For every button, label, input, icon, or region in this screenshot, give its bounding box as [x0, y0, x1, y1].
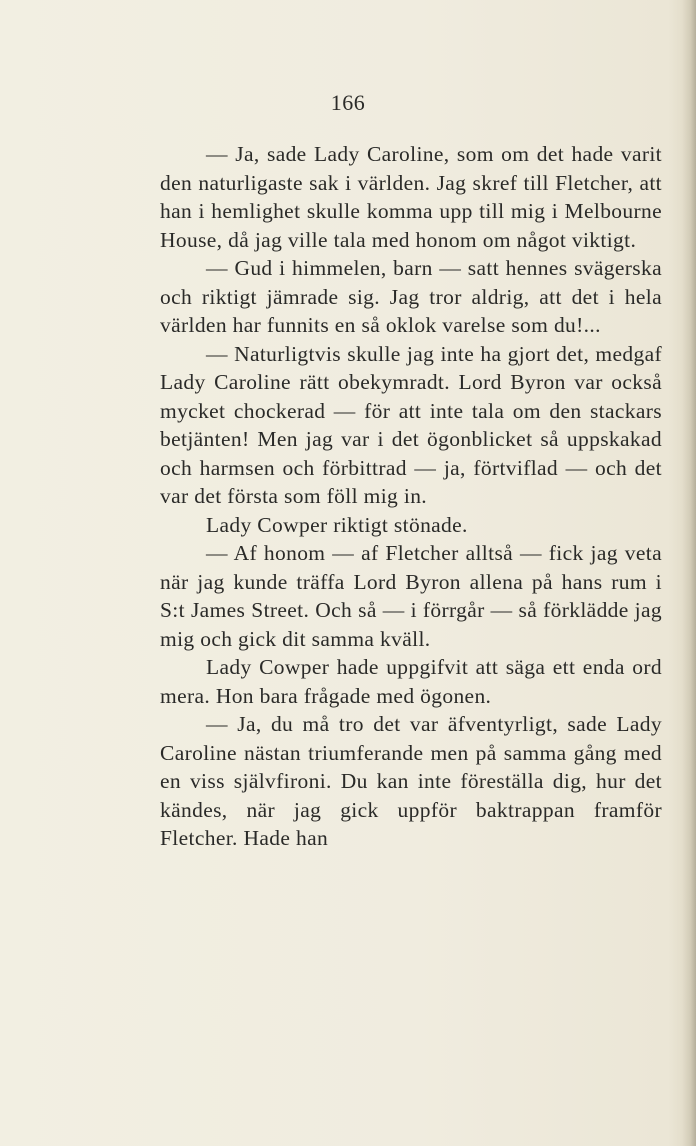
page-number: 166: [330, 90, 366, 115]
paragraph-2: — Gud i himmelen, barn — satt hennes svägerska och riktigt jämrade sig. Jag tror aldrig, att det i hela världen har funnits en så oklok varelse som du!...: [160, 256, 662, 337]
paragraph-3: — Naturligtvis skulle jag inte ha gjort det, medgaf Lady Caroline rätt obekymradt. Lord Byron var också mycket chockerad — för att inte tala om den stackars betjänten! Men jag var i det ögonblicket så uppskakad och harmsen och förbittrad — ja, förtviflad — och det var det första som föll mig in.: [160, 341, 662, 508]
paragraph-5: — Af honom — af Fletcher alltså — fick jag veta när jag kunde träffa Lord Byron allena på hans rum i S:t James Street. Och så — i förrgår — så förklädde jag mig och gick dit samma kväll.: [160, 541, 662, 651]
paragraph-7: — Ja, du må tro det var äfventyrligt, sade Lady Caroline nästan triumferande men på samma gång med en viss självfironi. Du kan inte föreställa dig, hur det kändes, när jag gick uppför baktrappan framför Fletcher. Hade han: [160, 712, 662, 850]
body-text: [160, 140, 662, 853]
paragraph-1: — Ja, sade Lady Caroline, som om det hade varit den naturligaste sak i världen. Jag skref till Fletcher, att han i hemlighet skulle komma upp till mig i Melbourne House, då jag ville tala med honom om något viktigt.: [160, 142, 662, 252]
paragraph-6: Lady Cowper hade uppgifvit att säga ett enda ord mera. Hon bara frågade med ögonen.: [160, 655, 662, 708]
paragraph-4: Lady Cowper riktigt stönade.: [206, 512, 468, 537]
page-edge-shadow: [682, 0, 696, 1146]
